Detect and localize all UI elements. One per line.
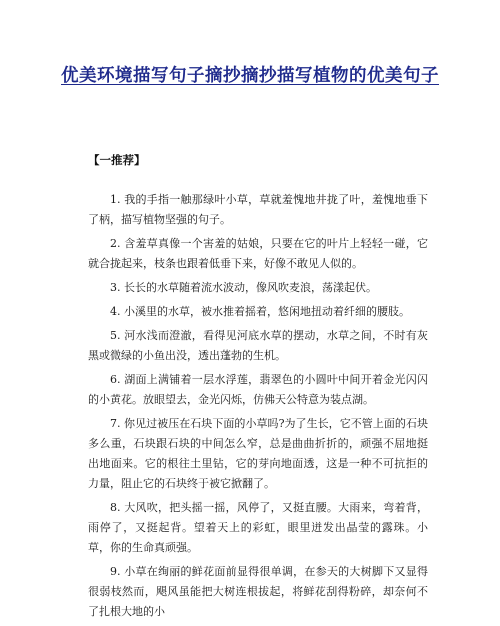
- list-item: 2. 含羞草真像一个害羞的姑娘，只要在它的叶片上轻轻一碰，它就合拢起来，枝条也跟着低垂下来，好像不敢见人似的。: [88, 237, 428, 270]
- list-item: 8. 大风吹，把头摇一摇，风停了，又挺直腰。大雨来，弯着背，雨停了，又挺起背。望着天上的彩虹，眼里迸发出晶莹的露珠。小草，你的生命真顽强。: [88, 501, 428, 554]
- list-item: 9. 小草在绚丽的鲜花面前显得很单调，在参天的大树脚下又显得很弱枝然而，飓风虽能把大树连根拔起，将鲜花刮得粉碎，却奈何不了扎根大地的小: [88, 565, 428, 618]
- list-item: 7. 你见过被压在石块下面的小草吗?为了生长，它不管上面的石块多么重，石块跟石块的中间怎么窄，总是曲曲折折的，顽强不屈地挺出地面来。它的根往土里钻，它的芽向地面透，这是一种不可抗拒的力量，阻止它的石块终于被它掀翻了。: [88, 417, 428, 490]
- section-heading: 【一推荐】: [88, 153, 146, 167]
- document-title: 优美环境描写句子摘抄摘抄描写植物的优美句子: [61, 66, 439, 86]
- list-item: 4. 小溪里的水草，被水推着摇着，悠闲地扭动着纤细的腰肢。: [110, 305, 410, 318]
- list-item: 6. 湖面上满铺着一层水浮莲，翡翠色的小圆叶中间开着金光闪闪的小黄花。放眼望去，金光闪烁，仿佛天公特意为装点湖。: [88, 373, 428, 406]
- list-item: 1. 我的手指一触那绿叶小草，草就羞愧地井拢了叶，羞愧地垂下了柄，描写植物坚强的句子。: [88, 193, 428, 226]
- list-item: 5. 河水浅而澄澈，看得见河底水草的摆动，水草之间，不时有灰黑或微绿的小鱼出没，透出蓬勃的生机。: [88, 329, 428, 362]
- list-item: 3. 长长的水草随着流水波动，像风吹麦浪，荡漾起伏。: [110, 281, 377, 294]
- item-list: [88, 190, 428, 626]
